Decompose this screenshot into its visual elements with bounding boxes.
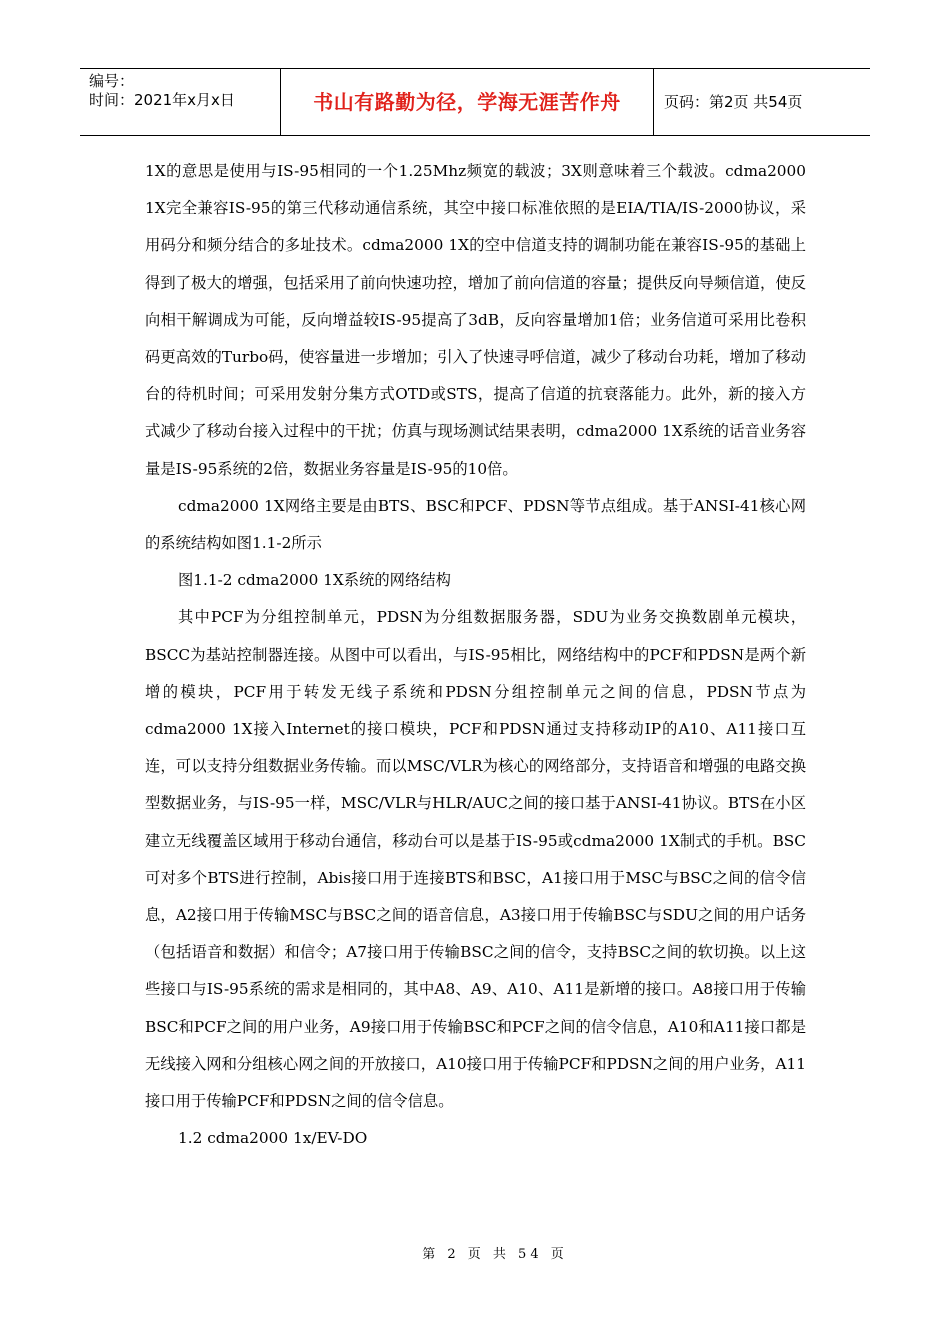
paragraph-interfaces: 其中PCF为分组控制单元，PDSN为分组数据服务器，SDU为业务交换数剧单元模块，BSCC为基站控制器连接。从图中可以看出，与IS-95相比，网络结构中的PCF和PDSN是两个新增的模块，PCF用于转发无线子系统和PDSN分组控制单元之间的信息，PDSN节点为cdma2000 1X接入Internet的接口模块，PCF和PDSN通过支持移动IP的A10、A11接口互连，可以支持分组数据业务传输。而以MSC/VLR为核心的网络部分，支持语音和增强的电路交换型数据业务，与IS-95一样，MSC/VLR与HLR/AUC之间的接口基于ANSI-41协议。BTS在小区建立无线覆盖区域用于移动台通信，移动台可以是基于IS-95或cdma2000 1X制式的手机。BSC可对多个BTS进行控制，Abis接口用于连接BTS和BSC，A1接口用于MSC与BSC之间的信令信息，A2接口用于传输MSC与BSC之间的语音信息，A3接口用于传输BSC与SDU之间的用户话务（包括语音和数据）和信令；A7接口用于传输BSC之间的信令，支持BSC之间的软切换。以上这些接口与IS-95系统的需求是相同的，其中A8、A9、A10、A11是新增的接口。A8接口用于传输BSC和PCF之间的用户业务，A9接口用于传输BSC和PCF之间的信令信息，A10和A11接口都是无线接入网和分组核心网之间的开放接口，A10接口用于传输PCF和PDSN之间的用户业务，A11接口用于传输PCF和PDSN之间的信令信息。: [145, 608, 806, 1111]
header-page-info: 页码：第2页 共54页: [664, 93, 803, 111]
page-footer: 第 2 页 共 54 页: [422, 1247, 568, 1262]
paragraph-intro: 1X的意思是使用与IS-95相同的一个1.25Mhz频宽的载波；3X则意味着三个载波。cdma2000 1X完全兼容IS-95的第三代移动通信系统，其空中接口标准依照的是EIA/TIA/IS-2000协议，采用码分和频分结合的多址技术。cdma2000 1X的空中信道支持的调制功能在兼容IS-95的基础上得到了极大的增强，包括采用了前向快速功控，增加了前向信道的容量；提供反向导频信道，使反向相干解调成为可能，反向增益较IS-95提高了3dB，反向容量增加1倍；业务信道可采用比卷积码更高效的Turbo码，使容量进一步增加；引入了快速寻呼信道，减少了移动台功耗，增加了移动台的待机时间；可采用发射分集方式OTD或STS，提高了信道的抗衰落能力。此外，新的接入方式减少了移动台接入过程中的干扰；仿真与现场测试结果表明，cdma2000 1X系统的话音业务容量是IS-95系统的2倍，数据业务容量是IS-95的10倍。: [145, 162, 806, 478]
section-heading: 1.2 cdma2000 1x/EV-DO: [178, 1129, 368, 1148]
document-time-label: 时间：2021年x月x日: [89, 91, 235, 109]
page-header: [80, 68, 870, 136]
paragraph-network-nodes: cdma2000 1X网络主要是由BTS、BSC和PCF、PDSN等节点组成。基于ANSI-41核心网的系统结构如图1.1-2所示: [145, 496, 806, 553]
header-info-cell: [80, 69, 281, 135]
document-number-label: 编号：: [89, 72, 135, 90]
figure-caption: 图1.1-2 cdma2000 1X系统的网络结构: [178, 571, 451, 590]
document-body: [145, 153, 806, 1157]
header-motto: 书山有路勤为径，学海无涯苦作舟: [281, 69, 654, 135]
